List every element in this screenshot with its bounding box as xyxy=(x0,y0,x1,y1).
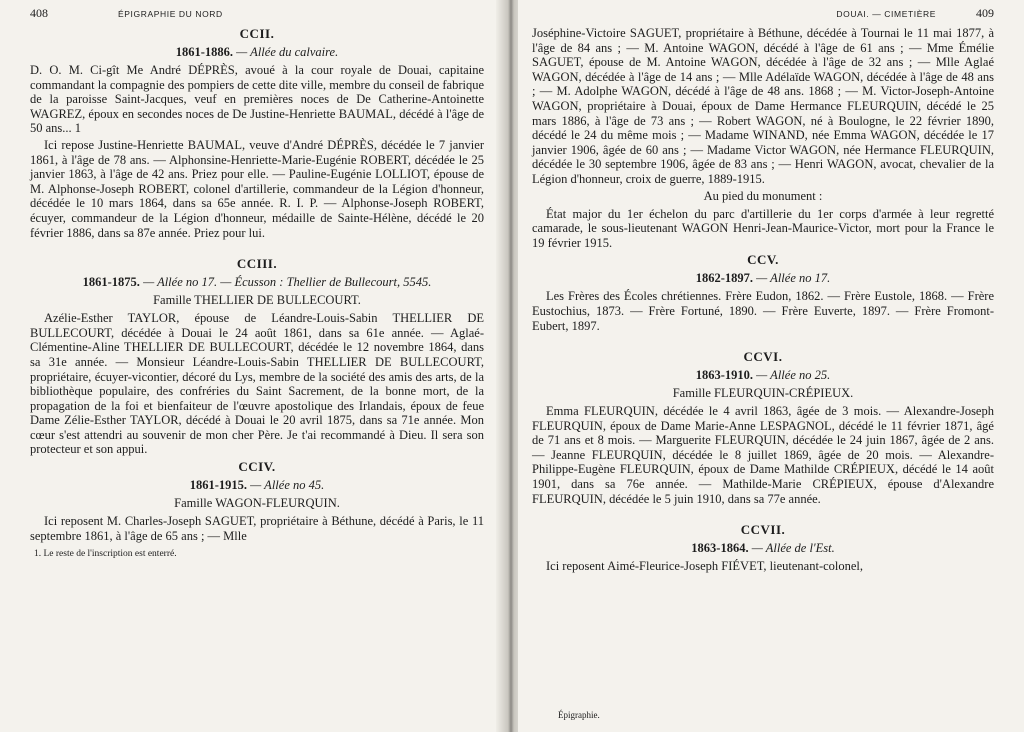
entry-cciv xyxy=(30,459,484,543)
entry-number: CCV. xyxy=(747,252,779,268)
continuation-paragraph: Joséphine-Victoire SAGUET, propriétaire à Béthune, décédée à Tournai le 11 mai 1877, à l'âge de 84 ans ; — M. Antoine WAGON, décédé à l'âge de 61 ans ; — Mme Émélie SAGUET, épouse de M. Antoine WAGON, décédée à l'âge de 32 ans ; — Mlle Aglaé WAGON, décédée à l'âge de 14 ans ; — Mlle Adélaïde WAGON, décédée à l'âge de 48 ans ; — M. Adolphe WAGON, décédé à l'âge de 48 ans. 1868 ; — M. Victor-Joseph-Antoine WAGON, propriétaire à Douai, époux de Dame Hermance FLEURQUIN, décédé le 25 mars 1886, à l'âge de 73 ans ; — Robert WAGON, né à Boulogne, le 22 février 1890, décédé le 24 du même mois ; — Madame WINAND, née Emma WAGON, décédée le 17 janvier 1906, âgée de 60 ans ; — Madame Victor WAGON, née Hermance FLEURQUIN, décédée le 30 septembre 1906, âgée de 83 ans ; — Henri WAGON, avocat, chevalier de la Légion d'honneur, croix de guerre, 1889-1915. xyxy=(532,26,994,186)
entry-dates-location xyxy=(532,541,994,556)
entry-location: — Allée no 45. xyxy=(250,478,325,493)
entry-number: CCVII. xyxy=(740,522,786,538)
entry-number: CCVI. xyxy=(743,349,783,365)
entry-dates-location xyxy=(532,271,994,286)
monument-heading: Au pied du monument : xyxy=(703,188,823,203)
entry-paragraph: Emma FLEURQUIN, décédée le 4 avril 1863, âgée de 3 mois. — Alexandre-Joseph FLEURQUIN, époux de Dame Marie-Anne LESPAGNOL, décédé le 11 février 1871, âgé de 71 ans et 8 mois. — Marguerite FLEURQUIN, décédée le 24 juin 1867, âgée de 2 ans. — Jeanne FLEURQUIN, décédée le 8 juillet 1869, âgée de 20 mois. — Alexandre-Philippe-Eugène FLEURQUIN, époux de Dame Mathilde CRÉPIEUX, décédé le 14 août 1901, dans sa 76e année. — Mathilde-Marie CRÉPIEUX, épouse d'Alexandre FLEURQUIN, décédée le 5 juin 1910, dans sa 77e année. xyxy=(532,404,994,506)
left-running-title: ÉPIGRAPHIE DU NORD xyxy=(118,9,223,19)
entry-cciii xyxy=(30,256,484,457)
entry-dates: 1862-1897. xyxy=(695,271,754,286)
entry-paragraph: D. O. M. Ci-gît Me André DÉPRÈS, avoué à la cour royale de Douai, capitaine commandant la compagnie des pompiers de cette dite ville, membre du conseil de fabrique de la paroisse Saint-Jacques, veuf en premières noces de De Catherine-Antoinette WAGREZ, époux en secondes noces de De Justine-Henriette BAUMAL, décédé à l'âge de 50 ans... 1 xyxy=(30,63,485,136)
entry-dates: 1861-1886. xyxy=(175,45,234,59)
page-signature: Épigraphie. xyxy=(558,710,600,720)
entry-dates: 1861-1875. xyxy=(82,275,140,290)
monument-text: État major du 1er échelon du parc d'artillerie du 1er corps d'armée à leur regretté camarade, le sous-lieutenant WAGON Henri-Jean-Maurice-Victor, mort pour la France le 19 février 1915. xyxy=(532,206,994,250)
entry-dates: 1861-1915. xyxy=(189,478,248,493)
entry-number: CCIII. xyxy=(236,256,278,272)
right-page xyxy=(518,0,1024,732)
entry-dates-location xyxy=(532,368,994,383)
entry-number: CCII. xyxy=(239,26,275,41)
entry-dates-location xyxy=(30,45,484,60)
entry-ccvi xyxy=(532,349,994,506)
entry-dates: 1863-1864. xyxy=(691,541,749,556)
entry-famille: Famille THELLIER DE BULLECOURT. xyxy=(153,293,361,308)
left-page xyxy=(0,0,506,732)
left-page-number: 408 xyxy=(30,6,48,20)
footnote: 1. Le reste de l'inscription est enterré. xyxy=(34,549,177,560)
entry-location: — Allée de l'Est. xyxy=(751,541,835,556)
entry-ccv xyxy=(532,252,994,333)
right-running-title: DOUAI. — CIMETIÈRE xyxy=(836,9,936,19)
entry-location: — Allée no 25. xyxy=(756,368,831,383)
entry-number: CCIV. xyxy=(238,459,276,475)
entry-location: — Allée du calvaire. xyxy=(236,45,339,59)
entry-famille: Famille WAGON-FLEURQUIN. xyxy=(174,496,340,511)
entry-location: — Allée no 17. — Écusson : Thellier de Bullecourt, 5545. xyxy=(143,275,432,290)
right-running-head xyxy=(532,6,994,20)
entry-dates-location xyxy=(30,478,484,493)
entry-location: — Allée no 17. xyxy=(756,271,831,286)
entry-paragraph: Ici repose Justine-Henriette BAUMAL, veuve d'André DÉPRÈS, décédée le 7 janvier 1861, à l'âge de 78 ans. — Alphonsine-Henriette-Marie-Eugénie ROBERT, décédée le 25 janvier 1863, à l'âge de 42 ans. Priez pour elle. — Pauline-Eugénie LOLLIOT, épouse de M. Alphonse-Joseph ROBERT, colonel d'artillerie, commandeur de la Légion d'honneur, décédée le 10 mars 1864, dans sa 65e année. R. I. P. — Alphonse-Joseph ROBERT, écuyer, commandeur de la Légion d'honneur, médaille de Sainte-Hélène, décédé le 20 février 1886, dans sa 87e année. Priez pour lui. xyxy=(30,137,484,240)
entry-dates: 1863-1910. xyxy=(695,368,754,383)
entry-paragraph: Ici reposent Aimé-Fleurice-Joseph FIÉVET, lieutenant-colonel, xyxy=(546,559,864,574)
entry-ccvii xyxy=(532,522,994,574)
left-running-head xyxy=(30,6,484,20)
entry-paragraph: Les Frères des Écoles chrétiennes. Frère Eudon, 1862. — Frère Eustole, 1868. — Frère Eustochius, 1873. — Frère Fortuné, 1890. — Frère Euverte, 1897. — Frère Fromont-Eubert, 1897. xyxy=(532,289,994,333)
entry-paragraph: Azélie-Esther TAYLOR, épouse de Léandre-Louis-Sabin THELLIER DE BULLECOURT, décédée à Douai le 24 août 1861, dans sa 61e année. — Aglaé-Clémentine-Aline THELLIER DE BULLECOURT, décédée le 12 novembre 1864, dans sa 31e année. — Monsieur Léandre-Louis-Sabin THELLIER DE BULLECOURT, propriétaire, écuyer-vicontier, décoré du Lys, membre de la société des amis des arts, de la bibliothèque populaire, des confréries du Saint Sacrement, de la bonne mort, de la propagation de la foi et bienfaiteur de l'œuvre apostolique des Irlandais, époux de feue Dame Zélie-Esther TAYLOR, décédé à Douai le 20 avril 1875, dans sa 71e année. Mon cœur s'est attendri au souvenir de mon cher Père. Je t'ai recommandé à Dieu. Il sera son protecteur et son appui. xyxy=(30,311,484,457)
right-page-number: 409 xyxy=(976,6,994,20)
entry-paragraph: Ici reposent M. Charles-Joseph SAGUET, propriétaire à Béthune, décédé à Paris, le 11 septembre 1861, à l'âge de 65 ans ; — Mlle xyxy=(30,514,484,543)
entry-ccii xyxy=(30,26,484,240)
entry-famille: Famille FLEURQUIN-CRÉPIEUX. xyxy=(672,386,854,401)
entry-dates-location xyxy=(30,275,484,290)
